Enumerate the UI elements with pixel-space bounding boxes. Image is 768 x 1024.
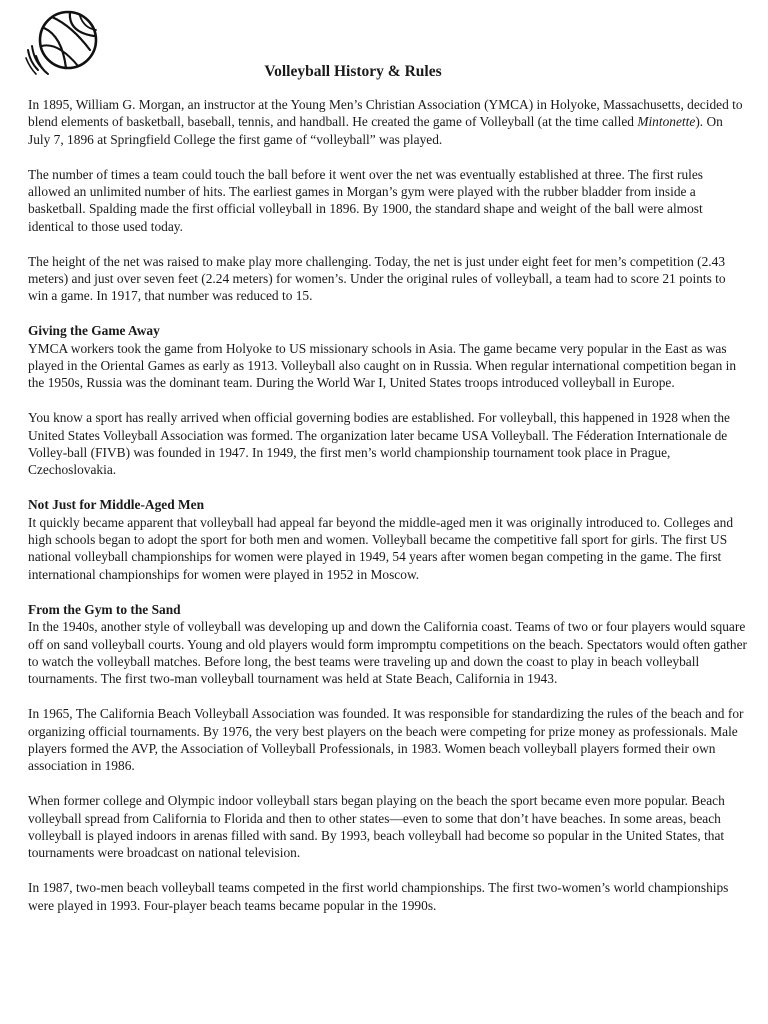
- document-title: Volleyball History & Rules: [264, 63, 442, 80]
- heading-giving-game-away: Giving the Game Away: [28, 323, 160, 339]
- paragraph-origins-text-1: In 1895, William G. Morgan, an instructor at the Young Men’s Christian Association (YMCA) in Holyoke, Massachusetts, decided to blend elements of basketball, baseball, tennis, and handball. He created the game of Volleyball (at the time called: [28, 97, 743, 130]
- document-body: [28, 96, 748, 931]
- paragraph-olympic-stars: When former college and Olympic indoor volleyball stars began playing on the beach the sport became even more popular. Beach volleyball spread from California to Florida and then to other states—even to some that don’t have beaches. In some areas, beach volleyball is played indoors in arenas filled with sand. By 1993, beach volleyball had become so popular in the United States, that tournaments were broadcast on national television.: [28, 793, 725, 861]
- paragraph-net-height: The height of the net was raised to make play more challenging. Today, the net is just under eight feet for men’s competition (2.43 meters) and just over seven feet (2.24 meters) for women’s. Under the original rules of volleyball, a team had to score 21 points to win a game. In 1917, that number was reduced to 15.: [28, 253, 726, 304]
- heading-gym-to-sand: From the Gym to the Sand: [28, 601, 181, 617]
- paragraph-governing-bodies: You know a sport has really arrived when official governing bodies are established. For volleyball, this happened in 1928 when the United States Volleyball Association was formed. The organization later became USA Volleyball. The Féderation Internationale de Volley-ball (FIVB) was founded in 1947. In 1949, the first men’s world championship tournament took place in Prague, Czechoslovakia.: [28, 410, 730, 478]
- paragraph-origins-italic: Mintonette: [637, 114, 696, 130]
- paragraph-cbva: In 1965, The California Beach Volleyball Association was founded. It was responsible for standardizing the rules of the beach and for organizing official tournaments. By 1976, the very best players on the beach were competing for prize money as professionals. Male players formed the AVP, the Association of Volleyball Professionals, in 1983. Women beach volleyball players formed their own association in 1986.: [28, 706, 744, 774]
- paragraph-beach-origins: In the 1940s, another style of volleyball was developing up and down the California coast. Teams of two or four players would square off on sand volleyball courts. Young and old players would form impromptu competitions on the beach. Spectators would often gather to watch the volleyball matches. Before long, the best teams were traveling up and down the coast to play in beach volleyball tournaments. The first two-man volleyball tournament was held at State Beach, California in 1943.: [28, 619, 747, 687]
- paragraph-women-volleyball: It quickly became apparent that volleyball had appeal far beyond the middle-aged men it was originally introduced to. Colleges and high schools began to adopt the sport for both men and women. Volleyball became the competitive fall sport for girls. The first US national volleyball championships for women were played in 1949, 54 years after women began competing in the game. The first international championships for women were played in 1952 in Moscow.: [28, 514, 734, 582]
- paragraph-ymca-asia: YMCA workers took the game from Holyoke to US missionary schools in Asia. The game became very popular in the East as was played in the Oriental Games as early as 1913. Volleyball also caught on in Russia. When regular international competition began in the 1950s, Russia was the dominant team. During the World War I, United States troops introduced volleyball in Europe.: [28, 340, 737, 391]
- paragraph-origins-text-2: ). On July 7, 1896 at Springfield College the first game of “volleyball” was played.: [28, 114, 723, 147]
- paragraph-origins: [28, 96, 748, 148]
- paragraph-touches: The number of times a team could touch the ball before it went over the net was eventually established at three. The first rules allowed an unlimited number of hits. The earliest games in Morgan’s gym were played with the rubber bladder from inside a basketball. Spalding made the first official volleyball in 1896. By 1900, the standard shape and weight of the ball were almost identical to those used today.: [28, 166, 704, 234]
- heading-middle-aged-men: Not Just for Middle-Aged Men: [28, 497, 205, 513]
- paragraph-world-championships: In 1987, two-men beach volleyball teams competed in the first world championships. The first two-women’s world championships were played in 1993. Four-player beach teams became popular in the 1990s.: [28, 880, 729, 913]
